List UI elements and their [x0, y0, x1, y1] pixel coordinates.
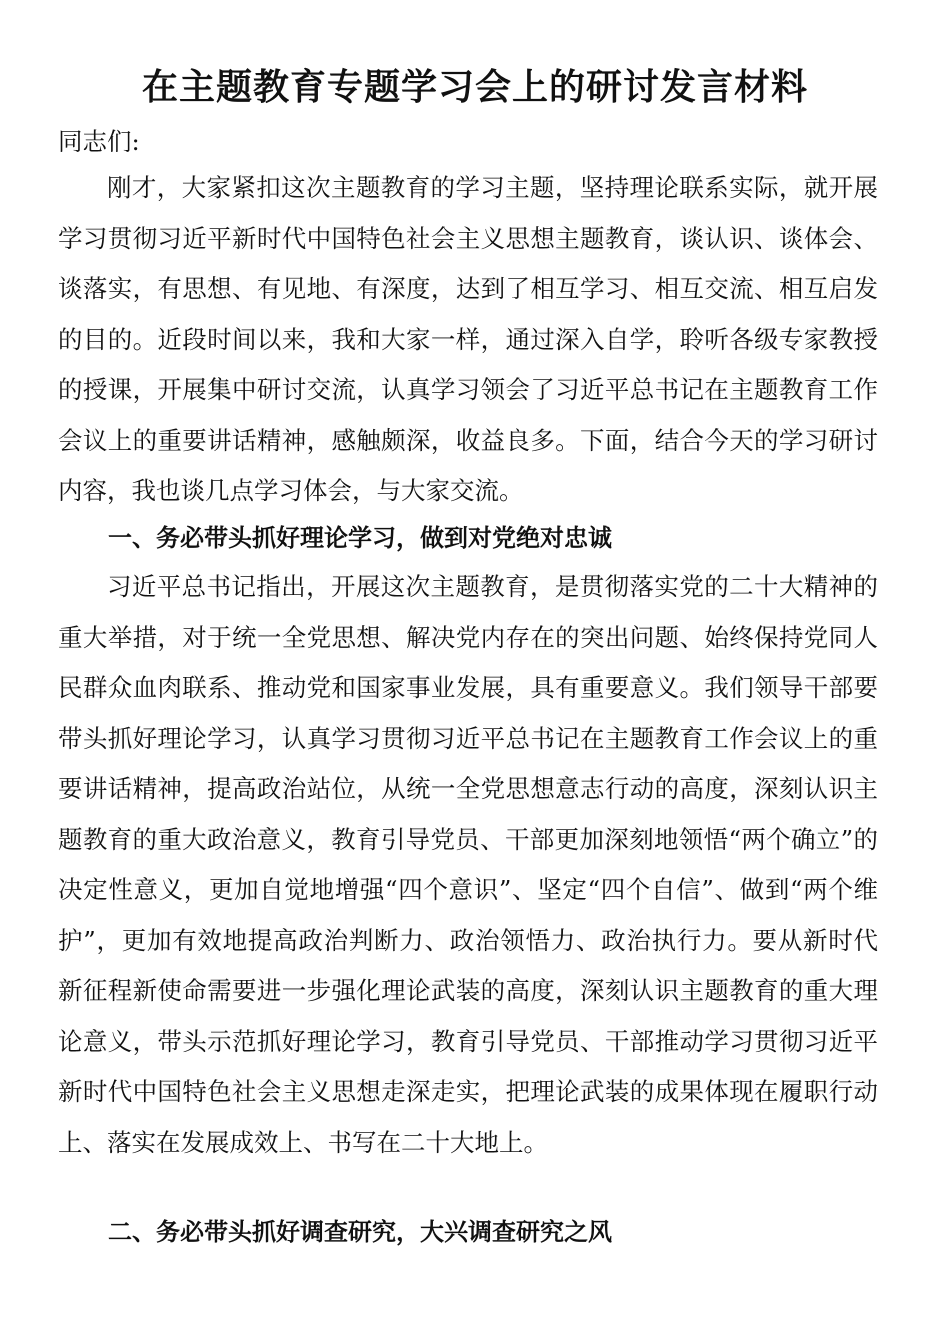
paragraph-intro: 刚才，大家紧扣这次主题教育的学习主题，坚持理论联系实际，就开展学习贯彻习近平新时代中国特色社会主义思想主题教育，谈认识、谈体会、谈落实，有思想、有见地、有深度，达到了相互学习、相互交流、相互启发的目的。近段时间以来，我和大家一样，通过深入自学，聆听各级专家教授的授课，开展集中研讨交流，认真学习领会了习近平总书记在主题教育工作会议上的重要讲话精神，感触颇深，收益良多。下面，结合今天的学习研讨内容，我也谈几点学习体会，与大家交流。	[58, 173, 878, 505]
document-title: 在主题教育专题学习会上的研讨发言材料	[141, 67, 808, 108]
section-heading-1: 一、务必带头抓好理论学习，做到对党绝对忠诚	[108, 524, 612, 552]
salutation: 同志们:	[58, 127, 140, 156]
section-heading-2: 二、务必带头抓好调查研究，大兴调查研究之风	[108, 1218, 612, 1246]
paragraph-section-1: 习近平总书记指出，开展这次主题教育，是贯彻落实党的二十大精神的重大举措，对于统一全党思想、解决党内存在的突出问题、始终保持党同人民群众血肉联系、推动党和国家事业发展，具有重要意义。我们领导干部要带头抓好理论学习，认真学习贯彻习近平总书记在主题教育工作会议上的重要讲话精神，提高政治站位，从统一全党思想意志行动的高度，深刻认识主题教育的重大政治意义，教育引导党员、干部更加深刻地领悟“两个确立”的决定性意义，更加自觉地增强“四个意识”、坚定“四个自信”、做到“两个维护”，更加有效地提高政治判断力、政治领悟力、政治执行力。要从新时代新征程新使命需要进一步强化理论武装的高度，深刻认识主题教育的重大理论意义，带头示范抓好理论学习，教育引导党员、干部推动学习贯彻习近平新时代中国特色社会主义思想走深走实，把理论武装的成果体现在履职行动上、落实在发展成效上、书写在二十大地上。	[58, 572, 878, 1157]
